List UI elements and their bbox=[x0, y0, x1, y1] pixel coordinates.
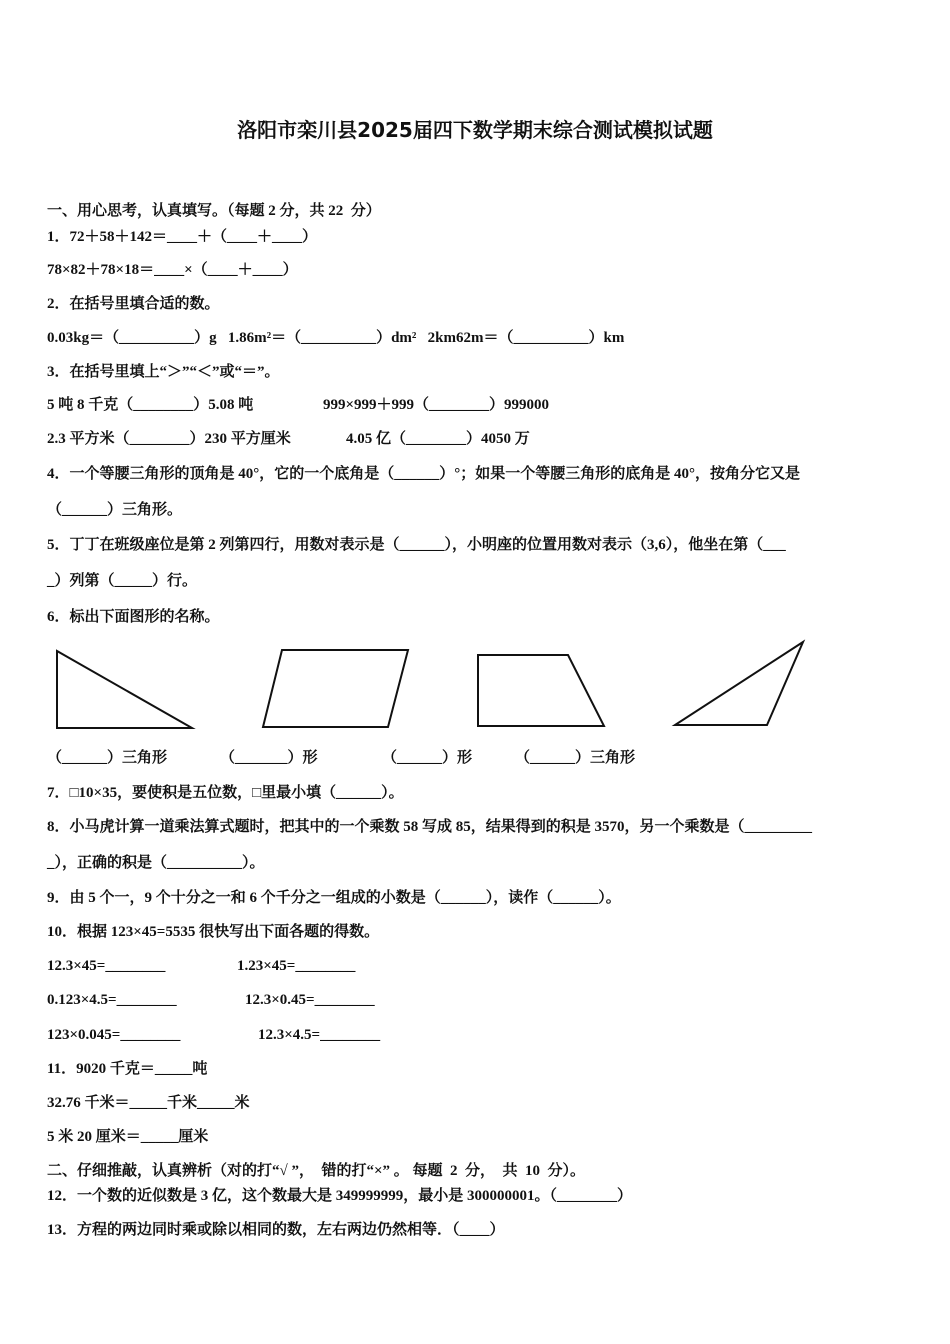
shape-label: （______）三角形 bbox=[47, 750, 168, 766]
obtuse-triangle-shape bbox=[675, 642, 803, 725]
question-1-part-b: 78×82＋78×18＝____×（____＋____） bbox=[47, 262, 298, 278]
right-triangle-shape bbox=[57, 651, 192, 728]
question-11-item: 5 米 20 厘米＝_____厘米 bbox=[47, 1129, 209, 1145]
question-8-cont: _），正确的积是（__________）。 bbox=[47, 855, 265, 871]
question-9: 9．由 5 个一，9 个十分之一和 6 个千分之一组成的小数是（______），读作（______）。 bbox=[47, 890, 621, 906]
section-heading-1: 一、用心思考，认真填写。（每题 2 分，共 22 分） bbox=[47, 203, 381, 219]
question-10-item: 12.3×45=________ bbox=[47, 958, 166, 974]
question-2-items: 0.03kg＝（__________）g 1.86m²＝（__________）dm² 2km62m＝（__________）km bbox=[47, 330, 625, 346]
question-3: 3．在括号里填上“＞”“＜”或“＝”。 bbox=[47, 364, 280, 380]
question-10-item: 0.123×4.5=________ bbox=[47, 992, 177, 1008]
question-10-item: 1.23×45=________ bbox=[237, 958, 356, 974]
question-11: 11．9020 千克＝_____吨 bbox=[47, 1061, 208, 1077]
question-13: 13．方程的两边同时乘或除以相同的数，左右两边仍然相等．（____） bbox=[47, 1222, 505, 1238]
question-10: 10．根据 123×45=5535 很快写出下面各题的得数。 bbox=[47, 924, 380, 940]
question-1: 1．72＋58＋142＝____＋（____＋____） bbox=[47, 229, 318, 245]
question-11-item: 32.76 千米＝_____千米_____米 bbox=[47, 1095, 250, 1111]
shape-label: （______）形 bbox=[382, 750, 473, 766]
question-6: 6．标出下面图形的名称。 bbox=[47, 609, 220, 625]
question-4: 4．一个等腰三角形的顶角是 40°，它的一个底角是（______）°；如果一个等腰三角形的底角是 40°，按角分它又是 bbox=[47, 466, 801, 482]
question-7: 7．□10×35，要使积是五位数，□里最小填（______）。 bbox=[47, 785, 404, 801]
question-3-item: 999×999＋999（________）999000 bbox=[323, 397, 550, 413]
question-3-item: 2.3 平方米（________）230 平方厘米 bbox=[47, 431, 291, 447]
page-title: 洛阳市栾川县2025届四下数学期末综合测试模拟试题 bbox=[237, 118, 713, 142]
trapezoid-shape bbox=[478, 655, 604, 726]
shape-label: （______）三角形 bbox=[515, 750, 636, 766]
question-8: 8．小马虎计算一道乘法算式题时，把其中的一个乘数 58 写成 85，结果得到的积是 3570，另一个乘数是（_________ bbox=[47, 819, 813, 835]
question-5: 5．丁丁在班级座位是第 2 列第四行，用数对表示是（______），小明座的位置用数对表示（3,6），他坐在第（___ bbox=[47, 537, 786, 553]
question-4-cont: （______）三角形。 bbox=[47, 502, 183, 518]
shape-label: （_______）形 bbox=[220, 750, 318, 766]
question-10-item: 12.3×0.45=________ bbox=[245, 992, 375, 1008]
shapes-figure bbox=[0, 630, 950, 740]
question-5-cont: _）列第（_____）行。 bbox=[47, 573, 198, 589]
question-10-item: 12.3×4.5=________ bbox=[258, 1027, 381, 1043]
question-10-item: 123×0.045=________ bbox=[47, 1027, 181, 1043]
question-3-item: 4.05 亿（________）4050 万 bbox=[346, 431, 530, 447]
question-12: 12．一个数的近似数是 3 亿，这个数最大是 349999999，最小是 300000001。（________） bbox=[47, 1188, 633, 1204]
question-3-item: 5 吨 8 千克（________）5.08 吨 bbox=[47, 397, 254, 413]
question-2: 2．在括号里填合适的数。 bbox=[47, 296, 220, 312]
section-heading-2: 二、仔细推敲，认真辨析（对的打“√ ”， 错的打“×” 。 每题 2 分， 共 10 分）。 bbox=[47, 1163, 586, 1179]
parallelogram-shape bbox=[263, 650, 408, 727]
